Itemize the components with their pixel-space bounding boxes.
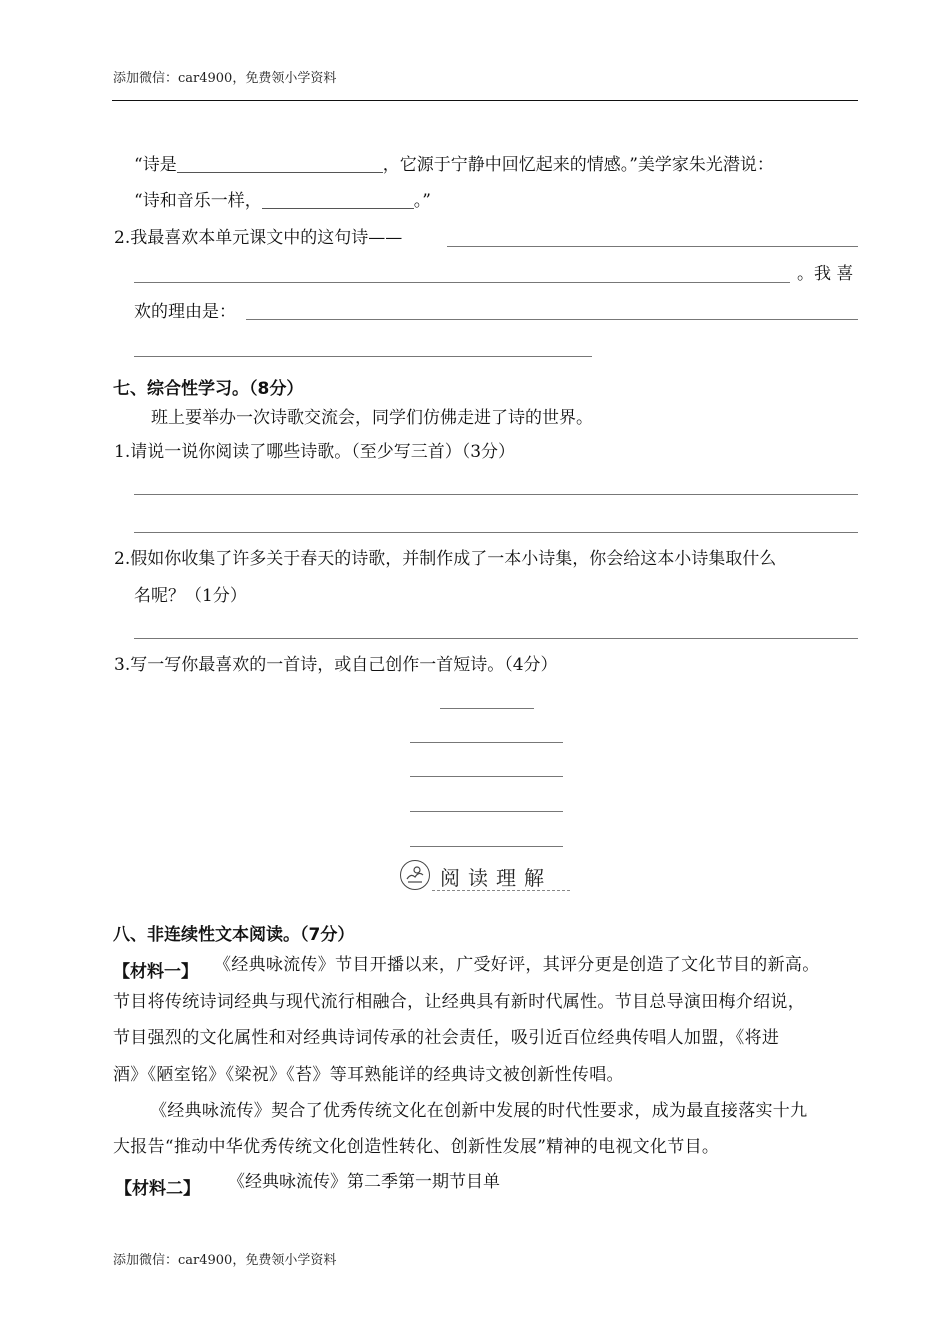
reading-badge-title: 阅读理解 [440, 866, 552, 890]
q1-blank-2[interactable] [262, 207, 414, 209]
q1-part2: ，它源于宁静中回忆起来的情感。”美学家朱光潜说： [382, 155, 774, 175]
header-rule [112, 100, 858, 101]
q2-reason-line-2[interactable] [134, 356, 592, 357]
q1-blank-1[interactable] [177, 171, 383, 173]
m1-line5: 《经典咏流传》契合了优秀传统文化在创新中发展的时代性要求，成为最直接落实十九 [150, 1101, 808, 1121]
m1-line2: 节目将传统诗词经典与现代流行相融合，让经典具有新时代属性。节目总导演田梅介绍说， [113, 992, 805, 1012]
section7-q1: 1.请说一说你阅读了哪些诗歌。（至少写三首）（3分） [114, 442, 516, 462]
q2-answer-line-1[interactable] [447, 246, 858, 247]
s7-q1-line-1[interactable] [134, 494, 858, 495]
poem-line-3[interactable] [410, 811, 563, 812]
m1-line1: 《经典咏流传》节目开播以来，广受好评，其评分更是创造了文化节目的新高。 [214, 955, 820, 975]
section7-intro: 班上要举办一次诗歌交流会，同学们仿佛走进了诗的世界。 [151, 408, 593, 428]
material1-label: 【材料一】 [113, 962, 198, 982]
book-reader-icon [400, 860, 430, 890]
q1-line2-end: 。” [413, 191, 431, 211]
q2-reason-line-1[interactable] [246, 319, 858, 320]
poem-title-line[interactable] [440, 708, 534, 709]
q2-reason-tail: 。我 喜 [797, 264, 854, 284]
header-note: 添加微信：car4900，免费领小学资料 [113, 71, 337, 86]
m1-line3: 节目强烈的文化属性和对经典诗词传承的社会责任，吸引近百位经典传唱人加盟，《将进 [113, 1028, 780, 1048]
footer-note: 添加微信：car4900，免费领小学资料 [113, 1253, 337, 1268]
section7-q2-line1: 2.假如你收集了许多关于春天的诗歌，并制作成了一本小诗集，你会给这本小诗集取什么 [114, 549, 777, 569]
q1-open: “诗是 [134, 155, 177, 175]
section7-title: 七、综合性学习。（8分） [113, 379, 304, 399]
m1-line4: 酒》《陋室铭》《梁祝》《苔》等耳熟能详的经典诗文被创新性传唱。 [113, 1065, 624, 1085]
q1-line2-start: “诗和音乐一样， [134, 191, 262, 211]
poem-line-1[interactable] [410, 742, 563, 743]
q2-text: 2.我最喜欢本单元课文中的这句诗—— [114, 228, 403, 248]
material2-label: 【材料二】 [115, 1179, 200, 1199]
section8-title: 八、非连续性文本阅读。（7分） [113, 925, 355, 945]
s7-q1-line-2[interactable] [134, 532, 858, 533]
section7-q3: 3.写一写你最喜欢的一首诗，或自己创作一首短诗。（4分） [114, 655, 558, 675]
poem-line-4[interactable] [410, 846, 563, 847]
section7-q2-line2: 名呢？（1分） [134, 586, 247, 606]
m2-text: 《经典咏流传》第二季第一期节目单 [228, 1172, 500, 1192]
q1-line1 [134, 157, 774, 174]
q2-reason-label: 欢的理由是： [134, 302, 236, 322]
q1-line2 [134, 193, 431, 210]
badge-underline [432, 890, 570, 891]
m1-line6: 大报告“推动中华优秀传统文化创造性转化、创新性发展”精神的电视文化节目。 [113, 1137, 720, 1157]
s7-q2-answer-line[interactable] [134, 638, 858, 639]
q2-answer-line-2[interactable] [134, 282, 790, 283]
poem-line-2[interactable] [410, 776, 563, 777]
